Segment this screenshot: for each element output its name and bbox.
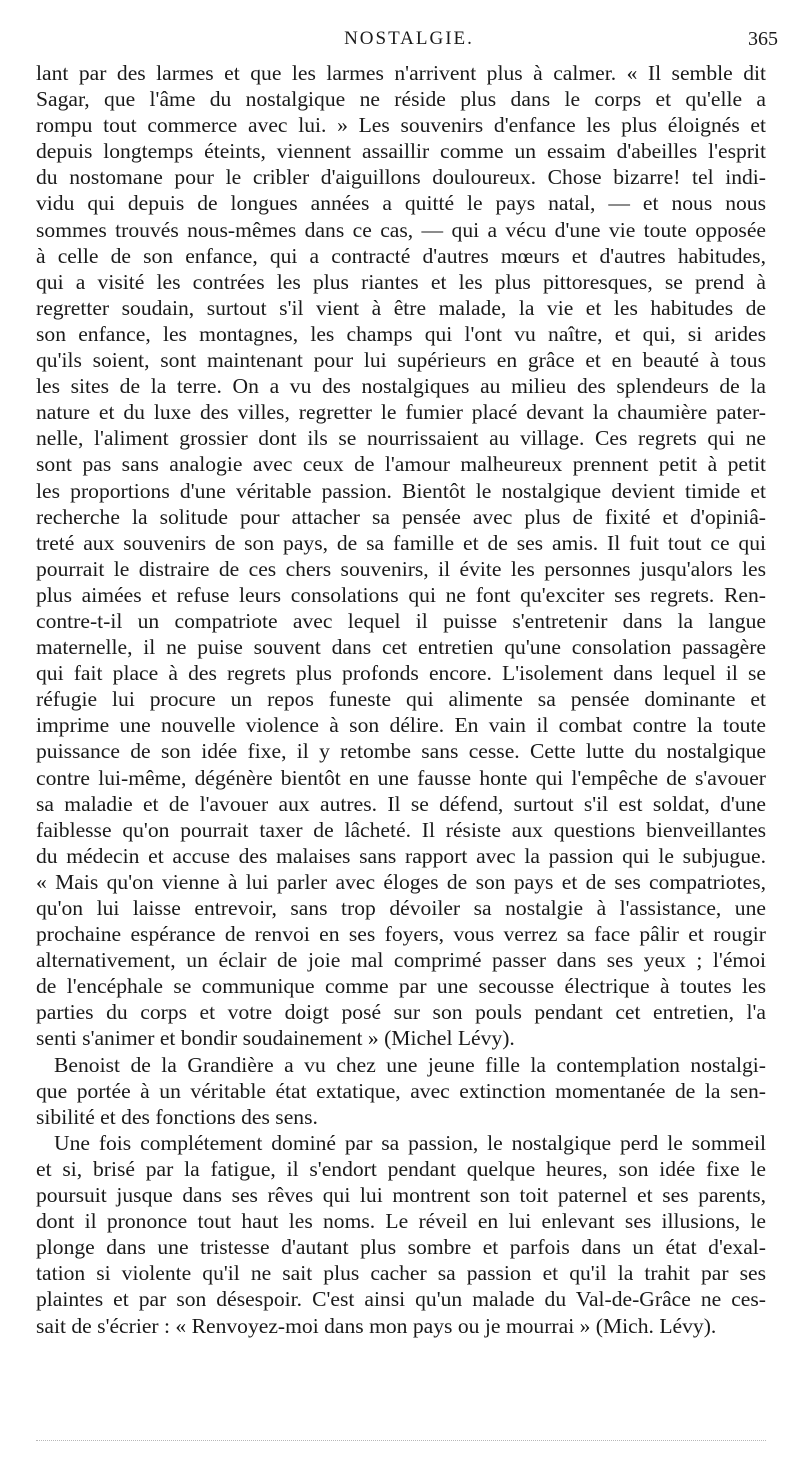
text-line: imprime une nouvelle violence à son délire. En vain il combat contre la toute — [36, 713, 766, 738]
text-line: plonge dans une tristesse d'autant plus sombre et parfois dans un état d'exal- — [36, 1235, 766, 1260]
text-line: recherche la solitude pour attacher sa pensée avec plus de fixité et d'opiniâ- — [36, 504, 766, 529]
text-line: qui a visité les contrées les plus riantes et les plus pittoresques, se prend à — [36, 269, 766, 294]
text-line: Une fois complétement dominé par sa passion, le nostalgique perd le sommeil — [54, 1130, 766, 1155]
text-line: plus aimées et refuse leurs consolations qui ne font qu'exciter ses regrets. Ren- — [36, 582, 766, 607]
paragraph-2 — [36, 1052, 766, 1130]
text-line: qu'on lui laisse entrevoir, sans trop dévoiler sa nostalgie à l'assistance, une — [36, 896, 766, 920]
text-line: les sites de la terre. On a vu des nostalgiques au milieu des splendeurs de la — [36, 374, 766, 399]
body-text — [36, 60, 766, 1339]
text-line: qu'ils soient, sont maintenant pour lui supérieurs en grâce et en beauté à tous — [36, 348, 766, 373]
text-line: pourrait le distraire de ces chers souvenirs, il évite les personnes jusqu'alors les — [36, 556, 766, 581]
text-line: nelle, l'aliment grossier dont ils se nourrissaient au village. Ces regrets qui ne — [36, 426, 766, 451]
text-line: sait de s'écrier : « Renvoyez-moi dans mon pays ou je mourrai » (Mich. Lévy). — [36, 1313, 717, 1338]
footer-rule — [36, 1440, 766, 1443]
text-line: contre lui-même, dégénère bientôt en une fausse honte qui l'empêche de s'avouer — [36, 765, 766, 790]
text-line: sommes trouvés nous-mêmes dans ce cas, — qui a vécu d'une vie toute opposée — [36, 217, 766, 242]
text-line: dont il prononce tout haut les noms. Le réveil en lui enlevant ses illusions, le — [36, 1209, 766, 1234]
text-line: depuis longtemps éteints, viennent assaillir comme un essaim d'abeilles l'esprit — [36, 139, 766, 164]
text-line: réfugie lui procure un repos funeste qui alimente sa pensée dominante et — [36, 687, 766, 712]
text-line: qui fait place à des regrets plus profonds encore. L'isolement dans lequel il se — [36, 661, 766, 686]
text-line: poursuit jusque dans ses rêves qui lui montrent son toit paternel et ses parents, — [36, 1183, 766, 1208]
text-line: tation si violente qu'il ne sait plus cacher sa passion et qu'il la trahit par ses — [36, 1261, 766, 1286]
page-number: 365 — [748, 28, 778, 50]
text-line: treté aux souvenirs de son pays, de sa famille et de ses amis. Il fuit tout ce qui — [36, 530, 766, 555]
text-line: rompu tout commerce avec lui. » Les souvenirs d'enfance les plus éloignés et — [36, 113, 766, 138]
text-line: du médecin et accuse des malaises sans rapport avec la passion qui le subjugue. — [36, 843, 766, 868]
text-line: Sagar, que l'âme du nostalgique ne réside plus dans le corps et qu'elle a — [36, 87, 766, 112]
text-line: alternativement, un éclair de joie mal comprimé passer dans ses yeux ; l'émoi — [36, 948, 766, 973]
text-line: senti s'animer et bondir soudainement » (Michel Lévy). — [36, 1026, 515, 1051]
text-line: sont pas sans analogie avec ceux de l'amour malheureux prennent petit à petit — [36, 452, 766, 477]
text-line: contre-t-il un compatriote avec lequel il puisse s'entretenir dans la langue — [36, 608, 766, 633]
text-line: sibilité et des fonctions des sens. — [36, 1104, 318, 1129]
text-line: les proportions d'une véritable passion. Bientôt le nostalgique devient timide et — [36, 478, 766, 503]
text-line: plaintes et par son désespoir. C'est ainsi qu'un malade du Val-de-Grâce ne ces- — [36, 1287, 766, 1312]
text-line: et si, brisé par la fatigue, il s'endort pendant quelque heures, son idée fixe le — [36, 1156, 766, 1181]
text-line: de l'encéphale se communique comme par une secousse électrique à toutes les — [36, 974, 766, 999]
running-head — [40, 28, 778, 56]
text-line: vidu qui depuis de longues années a quitté le pays natal, — et nous nous — [36, 191, 766, 216]
text-line: « Mais qu'on vienne à lui parler avec éloges de son pays et de ses compatriotes, — [36, 869, 766, 894]
text-line: à celle de son enfance, qui a contracté d'autres mœurs et d'autres habitudes, — [36, 243, 766, 268]
text-line: regretter soudain, surtout s'il vient à être malade, la vie et les habitudes de — [36, 295, 766, 320]
text-line: Benoist de la Grandière a vu chez une jeune fille la contemplation nostalgi- — [54, 1052, 766, 1077]
running-title: NOSTALGIE. — [344, 28, 474, 49]
text-line: sa maladie et de l'avouer aux autres. Il se défend, surtout s'il est soldat, d'une — [36, 791, 766, 816]
text-line: son enfance, les montagnes, les champs qui l'ont vu naître, et qui, si arides — [36, 321, 766, 346]
text-line: que portée à un véritable état extatique, avec extinction momentanée de la sen- — [36, 1078, 766, 1103]
text-line: faiblesse qu'on pourrait taxer de lâcheté. Il résiste aux questions bienveillantes — [36, 817, 766, 842]
text-line: puissance de son idée fixe, il y retombe sans cesse. Cette lutte du nostalgique — [36, 739, 766, 764]
paragraph-3 — [36, 1130, 766, 1339]
text-line: prochaine espérance de renvoi en ses foyers, vous verrez sa face pâlir et rougir — [36, 922, 766, 947]
text-line: maternelle, il ne puise souvent dans cet entretien qu'une consolation passagère — [36, 635, 766, 660]
text-line: parties du corps et votre doigt posé sur son pouls pendant cet entretien, l'a — [36, 1000, 766, 1025]
text-line: nature et du luxe des villes, regretter le fumier placé devant la chaumière pater- — [36, 400, 766, 425]
text-line: du nostomane pour le cribler d'aiguillons douloureux. Chose bizarre! tel indi- — [36, 165, 766, 190]
paragraph-1 — [36, 60, 766, 1052]
text-line: lant par des larmes et que les larmes n'arrivent plus à calmer. « Il semble dit — [36, 61, 766, 85]
